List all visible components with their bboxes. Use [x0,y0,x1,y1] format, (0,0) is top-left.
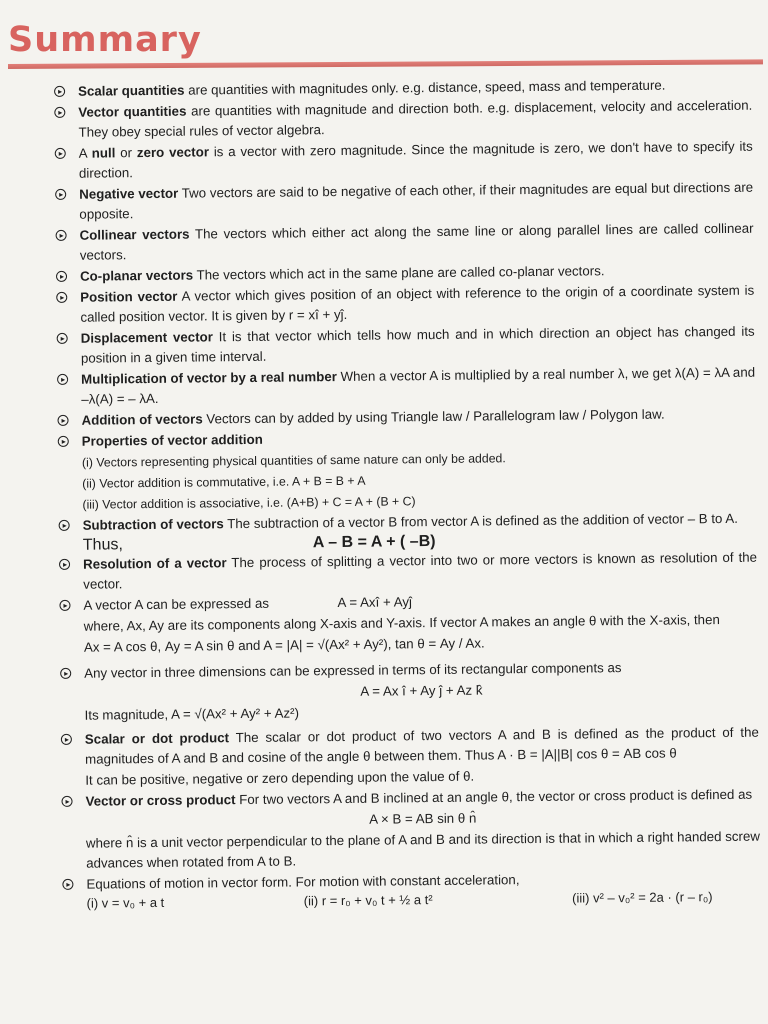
text-pre: A [78,145,92,161]
text: are quantities with magnitudes only. e.g. distance, speed, mass and temperature. [184,77,666,98]
summary-body [52,75,761,911]
page-title: Summary [8,20,202,60]
text: Any vector in three dimensions can be expressed in terms of its rectangular components as [84,660,622,681]
text: When a vector A is multiplied by a real number λ, we get λ(A) = λA and –λ(A) = – λA. [81,364,756,407]
item-vector [52,96,752,143]
term: Scalar or dot product [84,730,230,747]
item-resolution [57,548,757,595]
term: Scalar quantities [78,82,185,99]
three-d-equation: A = Ax î + Ay ĵ + Az k̂ [360,682,483,699]
expressed-formula: Ax = A cos θ, Ay = A sin θ and A = |A| = √(Ax² + Ay²), tan θ = Ay / Ax. [83,635,485,655]
bullet-icon [59,559,70,570]
term: Negative vector [79,185,179,202]
motion-eq-2: (ii) r = r₀ + v₀ t + ½ a t² [303,892,433,909]
text: are quantities with magnitude and direction both. e.g. displacement, velocity and acceleration. They obey special rules of vector algebra. [78,97,753,140]
term: Collinear vectors [79,226,190,243]
term1: null [91,145,116,161]
bullet-icon [59,520,70,531]
text: is a vector with zero magnitude. Since the magnitude is zero, we don't have to specify its direction. [78,138,753,181]
bullet-icon [55,189,66,200]
term: Vector or cross product [85,792,236,809]
bullet-icon [55,148,66,159]
term: Multiplication of vector by a real number [81,369,337,387]
term2: zero vector [136,144,210,161]
expressed-equation: A = Axî + Ayĵ [337,594,412,611]
text: The scalar or dot product of two vectors A and B is defined as the product of the magnitudes of A and B and cosine of the angle θ between them. Thus A · B = |A||B| cos θ = AB cos θ [85,724,759,767]
three-d-magnitude: Its magnitude, A = √(Ax² + Ay² + Az²) [84,705,300,723]
text: It is that vector which tells how much and in which direction an object has changed its position in a given time interval. [80,323,755,366]
text: A vector A can be expressed as [83,595,270,613]
expressed-where: where, Ax, Ay are its components along X-axis and Y-axis. If vector A makes an angle θ with the X-axis, then [83,612,720,634]
text: The vectors which act in the same plane are called co-planar vectors. [193,263,605,283]
bullet-icon [57,333,68,344]
dot-note: It can be positive, negative or zero depending upon the value of θ. [85,768,475,788]
bullet-icon [60,668,71,679]
motion-eq-3: (iii) v² – v₀² = 2a · (r – r₀) [572,889,713,906]
bullet-icon [54,107,65,118]
item-displacement [55,322,755,369]
text: The vectors which either act along the same line or along parallel lines are called collinear vectors. [79,220,754,263]
bullet-icon [59,600,70,611]
term: Subtraction of vectors [82,516,224,533]
bullet-icon [57,374,68,385]
term: Co-planar vectors [79,267,194,284]
term: Resolution of a vector [82,555,227,572]
bullet-icon [56,292,67,303]
text-mid: or [115,145,137,161]
motion-eq-1: (i) v = v₀ + a t [86,894,165,911]
term: Addition of vectors [81,411,203,428]
text: Equations of motion in vector form. For motion with constant acceleration, [86,872,520,892]
term: Properties of vector addition [81,431,263,449]
text: A vector which gives position of an object with reference to the origin of a coordinate system is called position vector. It is given by r = xî + yĵ. [80,282,755,325]
item-null [53,137,753,184]
bullet-icon [61,796,72,807]
thus-label: Thus, [82,536,123,554]
property-1: (i) Vectors representing physical quantities of same nature can only be added. [81,451,506,470]
text: Vectors can by added by using Triangle law / Parallelogram law / Polygon law. [202,406,665,427]
term: Displacement vector [80,329,213,346]
title-underline [8,59,763,69]
text: For two vectors A and B inclined at an angle θ, the vector or cross product is defined as [235,786,753,808]
bullet-icon [58,436,69,447]
term: Vector quantities [78,103,187,120]
property-3: (iii) Vector addition is associative, i.e. (A+B) + C = A + (B + C) [82,494,416,512]
bullet-icon [56,271,67,282]
term: Position vector [80,288,178,305]
text: Two vectors are said to be negative of each other, if their magnitudes are equal but directions are opposite. [79,179,754,222]
subtraction-equation: A – B = A + ( –B) [312,533,436,552]
bullet-icon [57,415,68,426]
bullet-icon [62,879,73,890]
text: The process of splitting a vector into two or more vectors is known as resolution of the vector. [83,549,758,592]
item-collinear [54,219,754,266]
item-multiplication [55,363,755,410]
bullet-icon [61,734,72,745]
item-dot-product [59,723,759,770]
text: The subtraction of a vector B from vector A is defined as the addition of vector – B to A. [223,510,738,532]
bullet-icon [56,230,67,241]
item-negative [53,178,753,225]
property-2: (ii) Vector addition is commutative, i.e. A + B = B + A [82,473,366,491]
bullet-icon [54,86,65,97]
cross-equation: A × B = AB sin θ n̂ [369,810,477,827]
cross-note: where n̂ is a unit vector perpendicular to the plane of A and B and its direction is that in which a right handed screw advances when rotated from A to B. [85,828,761,871]
item-position [54,281,754,328]
